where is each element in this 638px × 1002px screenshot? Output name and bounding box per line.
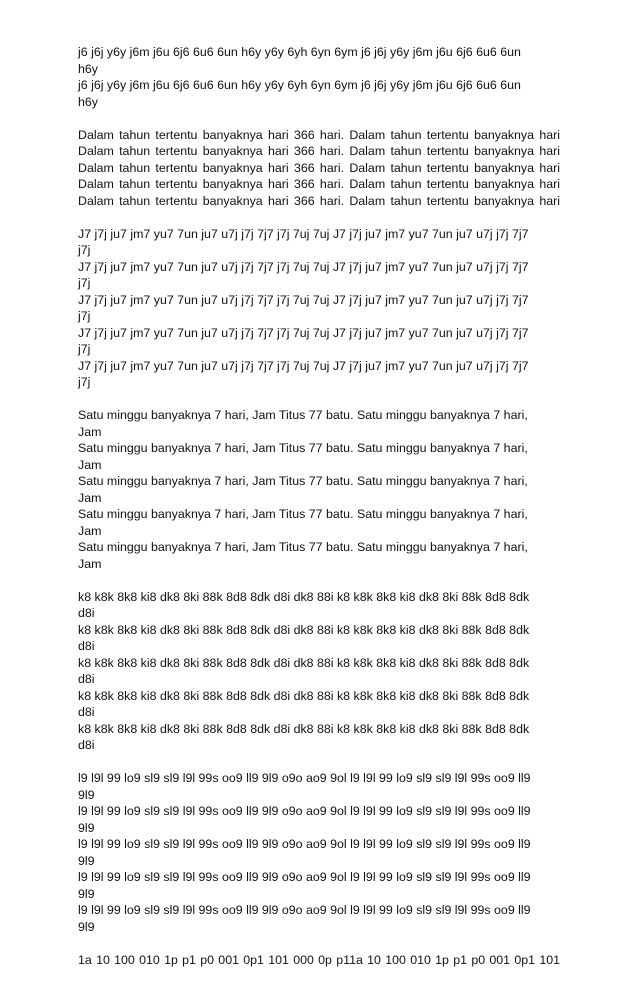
text-line: Satu minggu banyaknya 7 hari, Jam Titus 77 batu. Satu minggu banyaknya 7 hari,	[78, 441, 528, 455]
text-line: j7j	[78, 375, 91, 389]
text-line: j6 j6j y6y j6m j6u 6j6 6u6 6un h6y y6y 6yh 6yn 6ym j6 j6j y6y j6m j6u 6j6 6u6 6un	[78, 45, 521, 59]
text-line: Dalam tahun tertentu banyaknya hari 366 hari. Dalam tahun tertentu banyaknya hari	[78, 144, 560, 158]
text-line: 9l9	[78, 820, 95, 835]
text-line: Satu minggu banyaknya 7 hari, Jam Titus 77 batu. Satu minggu banyaknya 7 hari,	[78, 408, 528, 422]
text-line: k8 k8k 8k8 ki8 dk8 8ki 88k 8d8 8dk d8i dk8 88i k8 k8k 8k8 ki8 dk8 8ki 88k 8d8 8dk	[78, 589, 530, 604]
text-line: j7j	[78, 309, 91, 323]
text-line: l9 l9l 99 lo9 sl9 sl9 l9l 99s oo9 ll9 9l9 o9o ao9 9ol l9 l9l 99 lo9 sl9 sl9 l9l 99s oo9 ll9	[78, 804, 531, 818]
text-line: k8 k8k 8k8 ki8 dk8 8ki 88k 8d8 8dk d8i dk8 88i k8 k8k 8k8 ki8 dk8 8ki 88k 8d8 8dk	[78, 622, 530, 637]
text-line: Satu minggu banyaknya 7 hari, Jam Titus 77 batu. Satu minggu banyaknya 7 hari,	[78, 474, 528, 488]
text-line: Dalam tahun tertentu banyaknya hari 366 hari. Dalam tahun tertentu banyaknya hari	[78, 127, 560, 142]
text-line: k8 k8k 8k8 ki8 dk8 8ki 88k 8d8 8dk d8i dk8 88i k8 k8k 8k8 ki8 dk8 8ki 88k 8d8 8dk	[78, 688, 530, 703]
text-line: Satu minggu banyaknya 7 hari, Jam Titus 77 batu. Satu minggu banyaknya 7 hari,	[78, 507, 528, 521]
text-line: J7 j7j ju7 jm7 yu7 7un ju7 u7j j7j 7j7 j7j 7uj 7uj J7 j7j ju7 jm7 yu7 7un ju7 u7j j7j 7j7	[78, 226, 529, 241]
text-line: 9l9	[78, 787, 95, 802]
text-line: l9 l9l 99 lo9 sl9 sl9 l9l 99s oo9 ll9 9l9 o9o ao9 9ol l9 l9l 99 lo9 sl9 sl9 l9l 99s oo9 ll9	[78, 771, 531, 785]
text-line: d8i	[78, 606, 95, 620]
text-line: d8i	[78, 705, 95, 719]
text-line: k8 k8k 8k8 ki8 dk8 8ki 88k 8d8 8dk d8i dk8 88i k8 k8k 8k8 ki8 dk8 8ki 88k 8d8 8dk	[78, 655, 530, 670]
text-line: d8i	[78, 672, 95, 686]
document-page	[78, 44, 560, 968]
text-line: d8i	[78, 738, 95, 752]
paragraph	[78, 952, 560, 969]
text-line: Jam	[78, 556, 102, 571]
text-line: Jam	[78, 457, 102, 472]
text-line: l9 l9l 99 lo9 sl9 sl9 l9l 99s oo9 ll9 9l9 o9o ao9 9ol l9 l9l 99 lo9 sl9 sl9 l9l 99s oo9 ll9	[78, 837, 531, 851]
text-line: j7j	[78, 243, 91, 257]
text-line: Dalam tahun tertentu banyaknya hari 366 hari. Dalam tahun tertentu banyaknya hari	[78, 193, 560, 208]
paragraph	[78, 127, 560, 210]
text-line: k8 k8k 8k8 ki8 dk8 8ki 88k 8d8 8dk d8i dk8 88i k8 k8k 8k8 ki8 dk8 8ki 88k 8d8 8dk	[78, 721, 530, 736]
paragraph	[78, 589, 560, 754]
text-line: Dalam tahun tertentu banyaknya hari 366 hari. Dalam tahun tertentu banyaknya hari	[78, 177, 560, 191]
text-line: h6y	[78, 94, 98, 109]
text-line: Jam	[78, 424, 102, 439]
text-line: Dalam tahun tertentu banyaknya hari 366 hari. Dalam tahun tertentu banyaknya hari	[78, 160, 560, 175]
text-line: 1a 10 100 010 1p p1 p0 001 0p1 101 000 0p p11a 10 100 010 1p p1 p0 001 0p1 101	[78, 952, 560, 967]
text-line: d8i	[78, 639, 95, 653]
text-line: J7 j7j ju7 jm7 yu7 7un ju7 u7j j7j 7j7 j7j 7uj 7uj J7 j7j ju7 jm7 yu7 7un ju7 u7j j7j 7j7	[78, 358, 529, 373]
text-line: l9 l9l 99 lo9 sl9 sl9 l9l 99s oo9 ll9 9l9 o9o ao9 9ol l9 l9l 99 lo9 sl9 sl9 l9l 99s oo9 ll9	[78, 870, 531, 884]
paragraph	[78, 770, 560, 935]
text-line: j7j	[78, 342, 91, 356]
text-line: j7j	[78, 276, 91, 290]
text-line: Satu minggu banyaknya 7 hari, Jam Titus 77 batu. Satu minggu banyaknya 7 hari,	[78, 540, 528, 554]
text-line: l9 l9l 99 lo9 sl9 sl9 l9l 99s oo9 ll9 9l9 o9o ao9 9ol l9 l9l 99 lo9 sl9 sl9 l9l 99s oo9 ll9	[78, 903, 531, 917]
text-line: J7 j7j ju7 jm7 yu7 7un ju7 u7j j7j 7j7 j7j 7uj 7uj J7 j7j ju7 jm7 yu7 7un ju7 u7j j7j 7j7	[78, 259, 529, 274]
paragraph	[78, 44, 560, 110]
text-line: j6 j6j y6y j6m j6u 6j6 6u6 6un h6y y6y 6yh 6yn 6ym j6 j6j y6y j6m j6u 6j6 6u6 6un	[78, 78, 521, 92]
paragraph	[78, 226, 560, 391]
text-line: 9l9	[78, 919, 95, 934]
text-line: 9l9	[78, 886, 95, 901]
text-line: J7 j7j ju7 jm7 yu7 7un ju7 u7j j7j 7j7 j7j 7uj 7uj J7 j7j ju7 jm7 yu7 7un ju7 u7j j7j 7j7	[78, 325, 529, 340]
text-line: h6y	[78, 61, 98, 76]
text-line: 9l9	[78, 853, 95, 868]
text-line: J7 j7j ju7 jm7 yu7 7un ju7 u7j j7j 7j7 j7j 7uj 7uj J7 j7j ju7 jm7 yu7 7un ju7 u7j j7j 7j7	[78, 292, 529, 307]
paragraph	[78, 407, 560, 572]
text-line: Jam	[78, 523, 102, 538]
text-line: Jam	[78, 490, 102, 505]
